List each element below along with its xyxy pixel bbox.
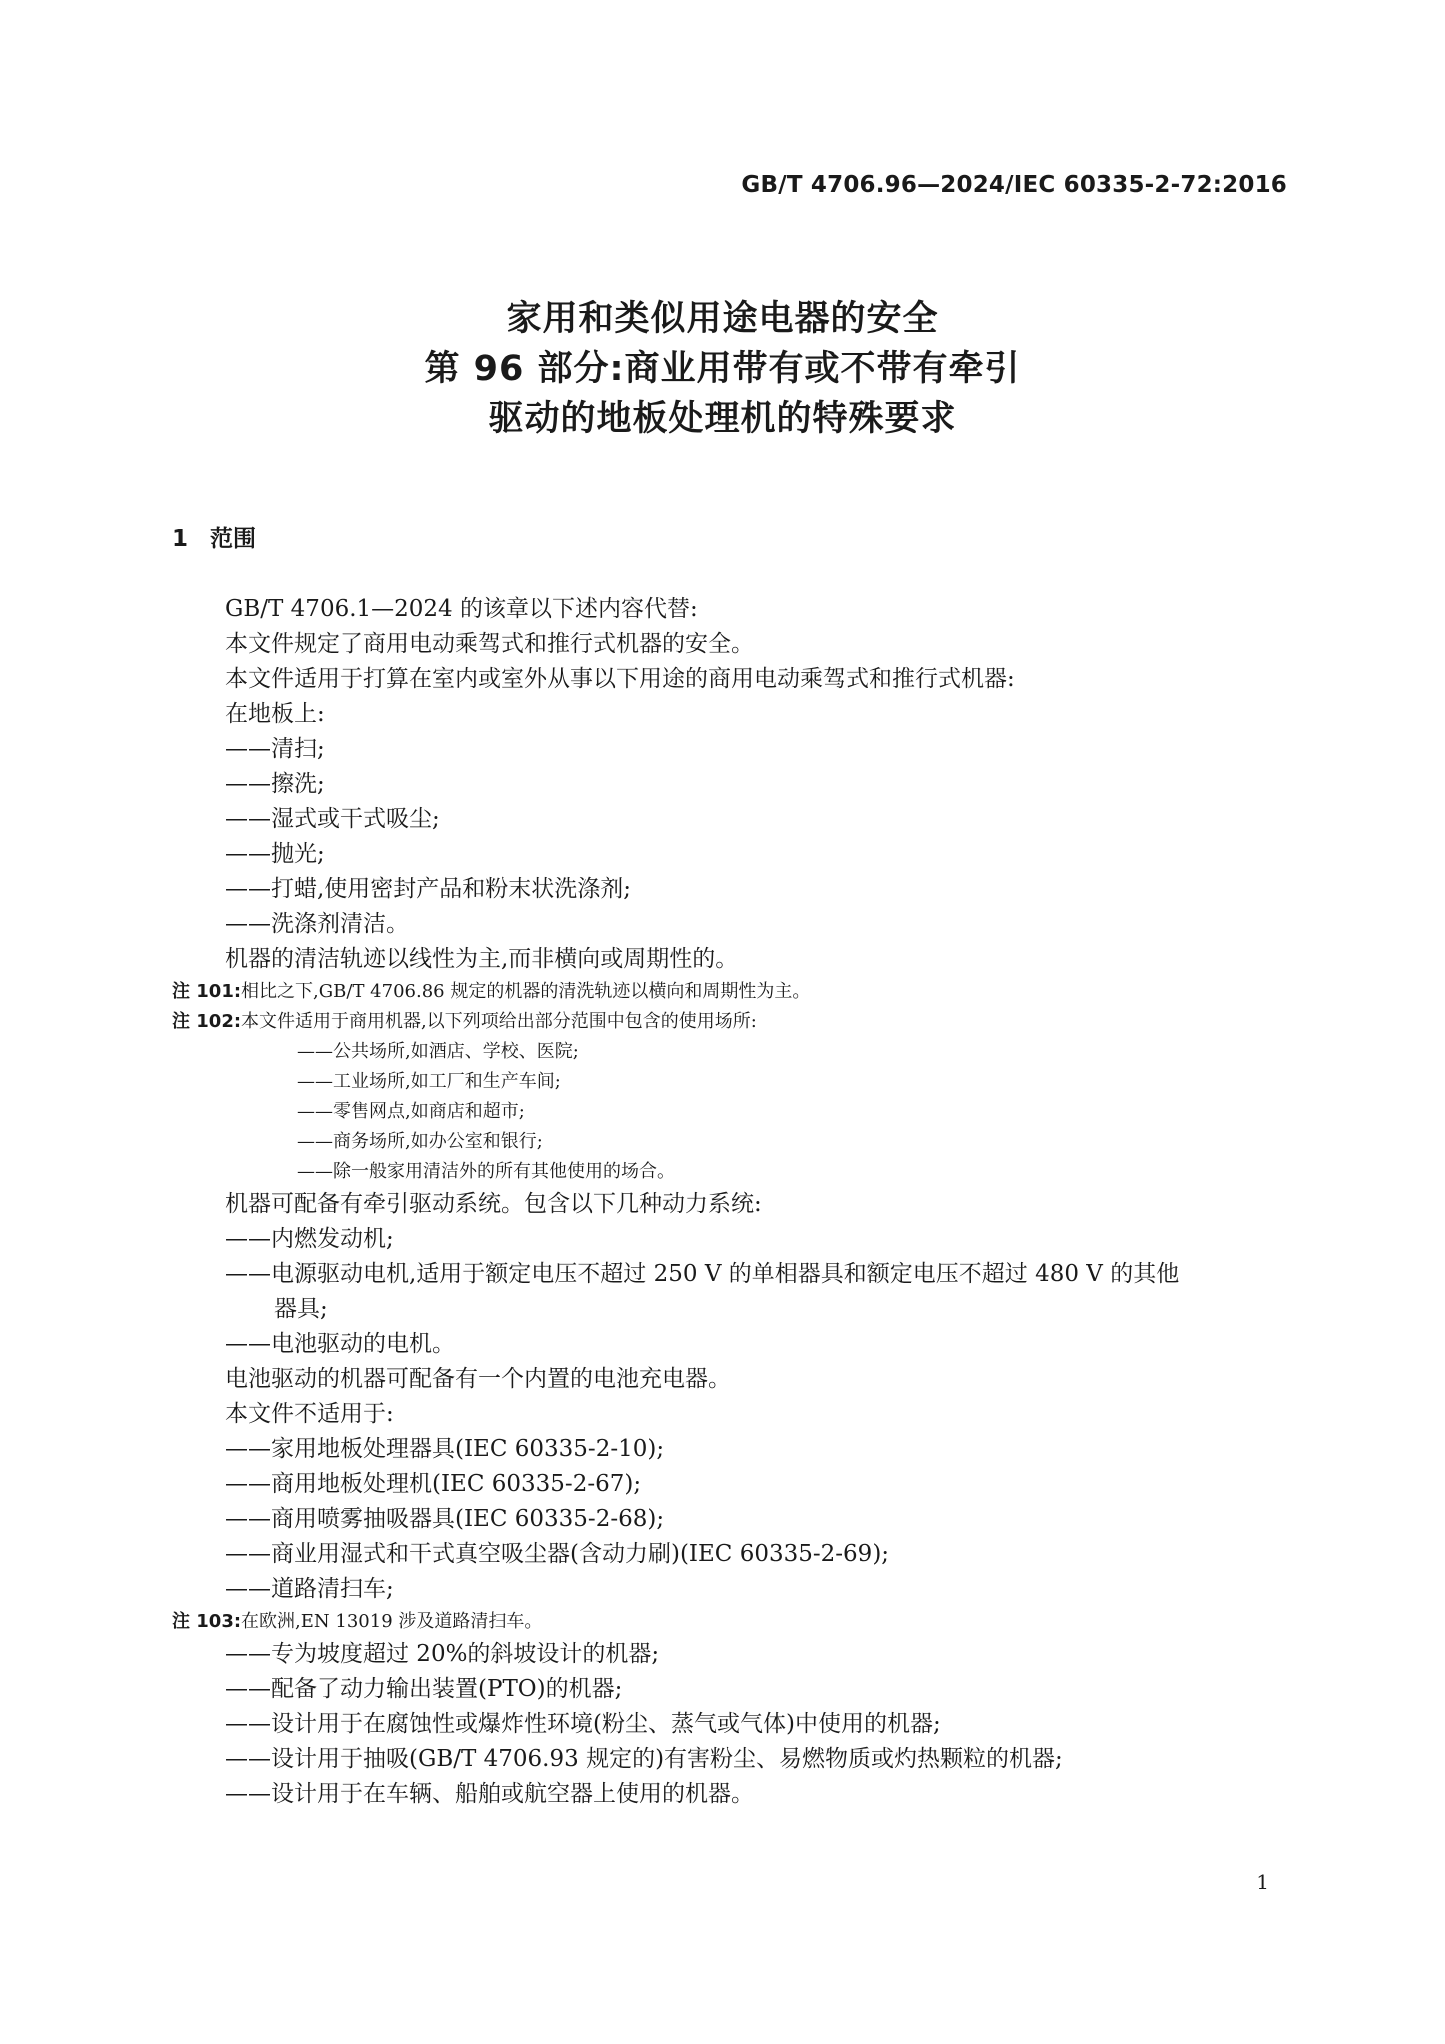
body-line: 机器可配备有牵引驱动系统。包含以下几种动力系统: <box>225 1191 762 1217</box>
list-item: ——设计用于抽吸(GB/T 4706.93 规定的)有害粉尘、易燃物质或灼热颗粒的机器; <box>225 1746 1063 1772</box>
title-line-1: 家用和类似用途电器的安全 <box>506 299 939 339</box>
list-item: ——洗涤剂清洁。 <box>225 911 409 937</box>
page-number: 1 <box>1256 1870 1269 1894</box>
note-list-item: ——工业场所,如工厂和生产车间; <box>297 1071 561 1092</box>
list-item: ——抛光; <box>225 841 325 867</box>
note-list-item: ——商务场所,如办公室和银行; <box>297 1131 543 1152</box>
body-line: 机器的清洁轨迹以线性为主,而非横向或周期性的。 <box>225 946 739 972</box>
note-list-item: ——公共场所,如酒店、学校、医院; <box>297 1041 579 1062</box>
note-label: 注 101: <box>172 981 242 1002</box>
list-item: ——商用地板处理机(IEC 60335-2-67); <box>225 1471 642 1497</box>
body-content <box>172 592 1295 1812</box>
list-item: ——电源驱动电机,适用于额定电压不超过 250 V 的单相器具和额定电压不超过 480 V 的其他 <box>225 1261 1180 1287</box>
list-item: ——设计用于在腐蚀性或爆炸性环境(粉尘、蒸气或气体)中使用的机器; <box>225 1711 941 1737</box>
list-item: ——专为坡度超过 20%的斜坡设计的机器; <box>225 1641 660 1667</box>
body-line: 本文件不适用于: <box>225 1401 394 1427</box>
body-line: 在地板上: <box>225 701 325 727</box>
body-line: 电池驱动的机器可配备有一个内置的电池充电器。 <box>225 1366 731 1392</box>
list-item: ——商用喷雾抽吸器具(IEC 60335-2-68); <box>225 1506 665 1532</box>
note-list-item: ——除一般家用清洁外的所有其他使用的场合。 <box>297 1161 675 1182</box>
standard-code-header: GB/T 4706.96—2024/IEC 60335-2-72:2016 <box>741 172 1287 198</box>
note-text: 相比之下,GB/T 4706.86 规定的机器的清洗轨迹以横向和周期性为主。 <box>241 981 811 1002</box>
title-line-3: 驱动的地板处理机的特殊要求 <box>488 399 957 439</box>
section-title: 范围 <box>210 526 256 552</box>
list-item: ——打蜡,使用密封产品和粉末状洗涤剂; <box>225 876 632 902</box>
list-item: ——擦洗; <box>225 771 325 797</box>
list-item: ——电池驱动的电机。 <box>225 1331 455 1357</box>
note-text: 在欧洲,EN 13019 涉及道路清扫车。 <box>241 1611 543 1632</box>
list-item: ——湿式或干式吸尘; <box>225 806 440 832</box>
section-number: 1 <box>172 526 189 552</box>
list-item: ——商业用湿式和干式真空吸尘器(含动力刷)(IEC 60335-2-69); <box>225 1541 890 1567</box>
title-line-2: 第 96 部分:商业用带有或不带有牵引 <box>424 349 1021 389</box>
body-line: 本文件规定了商用电动乘驾式和推行式机器的安全。 <box>225 631 754 657</box>
list-item-continuation: 器具; <box>274 1296 328 1322</box>
note-102 <box>172 1007 1295 1037</box>
list-item: ——内燃发动机; <box>225 1226 394 1252</box>
note-101 <box>172 977 1295 1007</box>
list-item: ——道路清扫车; <box>225 1576 394 1602</box>
document-title <box>0 294 1445 444</box>
body-line: 本文件适用于打算在室内或室外从事以下用途的商用电动乘驾式和推行式机器: <box>225 666 1015 692</box>
note-text: 本文件适用于商用机器,以下列项给出部分范围中包含的使用场所: <box>241 1011 757 1032</box>
body-line: GB/T 4706.1—2024 的该章以下述内容代替: <box>225 596 698 622</box>
list-item: ——配备了动力输出装置(PTO)的机器; <box>225 1676 623 1702</box>
list-item: ——清扫; <box>225 736 325 762</box>
section-heading <box>172 520 256 553</box>
note-label: 注 102: <box>172 1011 242 1032</box>
note-label: 注 103: <box>172 1611 242 1632</box>
note-list-item: ——零售网点,如商店和超市; <box>297 1101 525 1122</box>
list-item: ——家用地板处理器具(IEC 60335-2-10); <box>225 1436 665 1462</box>
list-item: ——设计用于在车辆、船舶或航空器上使用的机器。 <box>225 1781 754 1807</box>
note-103 <box>172 1607 1295 1637</box>
